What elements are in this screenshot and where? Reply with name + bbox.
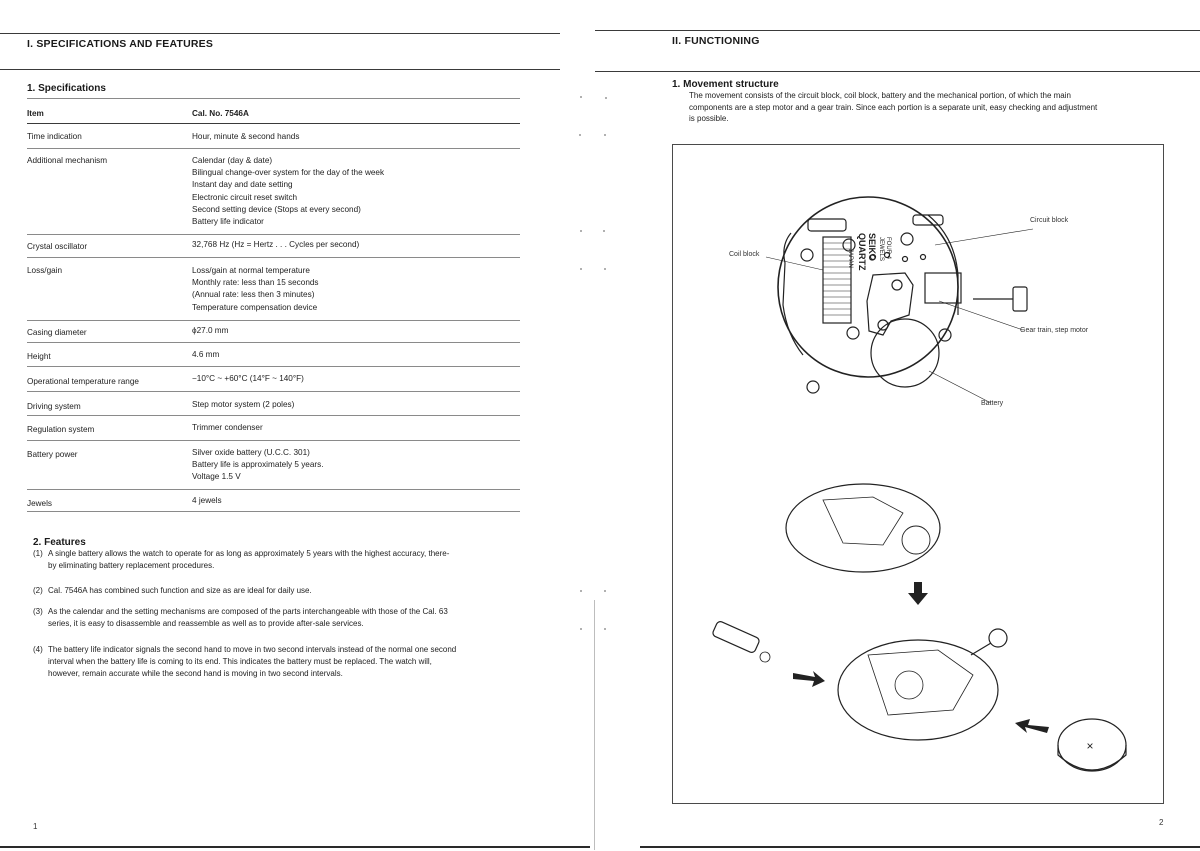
table-rule bbox=[27, 234, 520, 235]
spec-item: Jewels bbox=[27, 499, 53, 508]
gutter-fold bbox=[594, 600, 595, 850]
spec-value-line: Voltage 1.5 V bbox=[192, 472, 241, 482]
bottom-rule bbox=[0, 846, 590, 848]
feature-number: (1) bbox=[33, 549, 43, 558]
spec-value-line: 32,768 Hz (Hz = Hertz . . . Cycles per second) bbox=[192, 240, 360, 249]
battery-x-mark: × bbox=[1086, 739, 1094, 753]
dial-text-jewels: JEWELS bbox=[878, 237, 884, 262]
spec-item: Height bbox=[27, 352, 51, 361]
spec-value bbox=[192, 447, 324, 484]
feature-item bbox=[33, 606, 523, 630]
feature-number: (2) bbox=[33, 586, 43, 595]
page-number-left: 1 bbox=[33, 822, 38, 831]
feature-line: by eliminating battery replacement procedures. bbox=[48, 561, 215, 571]
spec-item: Driving system bbox=[27, 402, 81, 411]
spec-value bbox=[192, 325, 228, 337]
spec-value-line: −10°C ~ +60°C (14°F ~ 140°F) bbox=[192, 374, 304, 383]
spec-item: Loss/gain bbox=[27, 266, 63, 275]
feature-line: As the calendar and the setting mechanisms are composed of the parts interchangeable with those of the Cal. 63 bbox=[48, 607, 448, 616]
table-rule bbox=[27, 391, 520, 392]
feature-line: A single battery allows the watch to operate for as long as approximately 5 years with the highest accuracy, there- bbox=[48, 549, 450, 558]
spec-value-line: Electronic circuit reset switch bbox=[192, 192, 298, 202]
arrow-down-icon bbox=[908, 582, 928, 605]
feature-number: (3) bbox=[33, 607, 43, 616]
spec-value bbox=[192, 155, 384, 228]
top-rule bbox=[0, 33, 560, 34]
spec-item: Time indication bbox=[27, 132, 82, 141]
bottom-rule bbox=[640, 846, 1200, 848]
dial-text-four-jewels: FOUR 4 bbox=[885, 237, 891, 260]
spec-value bbox=[192, 422, 263, 434]
table-rule bbox=[27, 123, 520, 124]
feature-line: Cal. 7546A has combined such function and size as are ideal for daily use. bbox=[48, 586, 312, 595]
spec-value-line: Temperature compensation device bbox=[192, 302, 318, 312]
table-rule bbox=[27, 511, 520, 512]
header-rule bbox=[595, 71, 1200, 72]
paragraph-line: components are a step motor and a gear train. Since each portion is a separate unit, easy checking and adjustment bbox=[689, 102, 1098, 112]
section-title-functioning: II. FUNCTIONING bbox=[672, 35, 760, 47]
table-rule bbox=[27, 489, 520, 490]
spec-item: Battery power bbox=[27, 450, 78, 459]
table-rule bbox=[27, 148, 520, 149]
spec-value-line: 4 jewels bbox=[192, 496, 222, 505]
spec-item: Operational temperature range bbox=[27, 377, 139, 386]
feature-item bbox=[33, 548, 523, 572]
table-rule bbox=[27, 320, 520, 321]
dial-text-quartz: QUARTZ bbox=[857, 233, 867, 271]
label-gear-train-step-motor: Gear train, step motor bbox=[1020, 327, 1089, 334]
table-header-value: Cal. No. 7546A bbox=[192, 109, 249, 118]
spec-value bbox=[192, 265, 319, 314]
feature-item bbox=[33, 585, 523, 597]
table-header-item: Item bbox=[27, 109, 44, 118]
feature-item bbox=[33, 644, 523, 681]
dial-text-seiko: SEIKO bbox=[867, 233, 877, 262]
features-title: 2. Features bbox=[33, 537, 86, 548]
spec-value bbox=[192, 373, 304, 385]
spec-item: Crystal oscillator bbox=[27, 242, 88, 251]
specifications-title: 1. Specifications bbox=[27, 83, 106, 94]
spec-value-line: ϕ27.0 mm bbox=[192, 326, 229, 335]
spec-value-line: Second setting device (Stops at every second) bbox=[192, 204, 361, 214]
spec-value-line: Loss/gain at normal temperature bbox=[192, 266, 310, 275]
dial-text-japan: JAPAN bbox=[847, 249, 853, 268]
feature-line: series, it is easy to disassemble and reassemble as well as to provide after-sale services. bbox=[48, 619, 364, 629]
paragraph-line: The movement consists of the circuit block, coil block, battery and the mechanical portion, of which the main bbox=[689, 91, 1071, 100]
movement-figure bbox=[672, 144, 1164, 804]
spec-value-line: Instant day and date setting bbox=[192, 180, 293, 190]
spec-value-line: Battery life is approximately 5 years. bbox=[192, 460, 324, 470]
watch-movement-top-view bbox=[778, 197, 1027, 393]
table-rule bbox=[27, 366, 520, 367]
spec-value bbox=[192, 495, 222, 507]
table-rule bbox=[27, 342, 520, 343]
coil-block-part bbox=[712, 620, 770, 662]
spec-value-line: Trimmer condenser bbox=[192, 423, 263, 432]
spec-value-line: Silver oxide battery (U.C.C. 301) bbox=[192, 448, 310, 457]
feature-number: (4) bbox=[33, 645, 43, 654]
table-rule bbox=[27, 257, 520, 258]
spec-value-line: Hour, minute & second hands bbox=[192, 132, 300, 141]
movement-illustration bbox=[673, 145, 1163, 803]
arrow-left-icon bbox=[1015, 719, 1049, 733]
table-rule bbox=[27, 415, 520, 416]
spec-value-line: Battery life indicator bbox=[192, 217, 264, 227]
feature-line: The battery life indicator signals the second hand to move in two second intervals instead of the normal one second bbox=[48, 645, 457, 654]
spec-value bbox=[192, 239, 359, 251]
header-rule bbox=[0, 69, 560, 70]
spec-value-line: Calendar (day & date) bbox=[192, 156, 273, 165]
spec-value-line: Bilingual change-over system for the day of the week bbox=[192, 168, 385, 178]
section-title-specifications: I. SPECIFICATIONS AND FEATURES bbox=[27, 38, 214, 50]
label-circuit-block: Circuit block bbox=[1030, 217, 1069, 224]
label-battery: Battery bbox=[981, 400, 1004, 407]
table-rule bbox=[27, 98, 520, 99]
spec-item: Additional mechanism bbox=[27, 156, 108, 165]
movement-description bbox=[689, 90, 1161, 125]
table-rule bbox=[27, 440, 520, 441]
exploded-view bbox=[712, 484, 1126, 771]
spec-item: Regulation system bbox=[27, 425, 95, 434]
page-number-right: 2 bbox=[1159, 818, 1164, 827]
feature-line: however, remain accurate while the second hand is moving in two second intervals. bbox=[48, 669, 343, 679]
paragraph-line: is possible. bbox=[689, 114, 729, 124]
movement-structure-title: 1. Movement structure bbox=[672, 79, 779, 90]
arrow-right-icon bbox=[793, 671, 825, 687]
spec-value bbox=[192, 399, 294, 411]
spec-value-line: Monthly rate: less than 15 seconds bbox=[192, 278, 319, 288]
spec-value-line: (Annual rate: less then 3 minutes) bbox=[192, 290, 315, 300]
spec-value bbox=[192, 131, 299, 143]
spec-value-line: 4.6 mm bbox=[192, 350, 220, 359]
label-coil-block: Coil block bbox=[729, 251, 760, 258]
spec-value-line: Step motor system (2 poles) bbox=[192, 400, 295, 409]
feature-line: interval when the battery life is coming to its end. This indicates the battery must be replaced. The watch will, bbox=[48, 657, 432, 667]
spec-value bbox=[192, 349, 219, 361]
spec-item: Casing diameter bbox=[27, 328, 87, 337]
top-rule bbox=[595, 30, 1200, 31]
